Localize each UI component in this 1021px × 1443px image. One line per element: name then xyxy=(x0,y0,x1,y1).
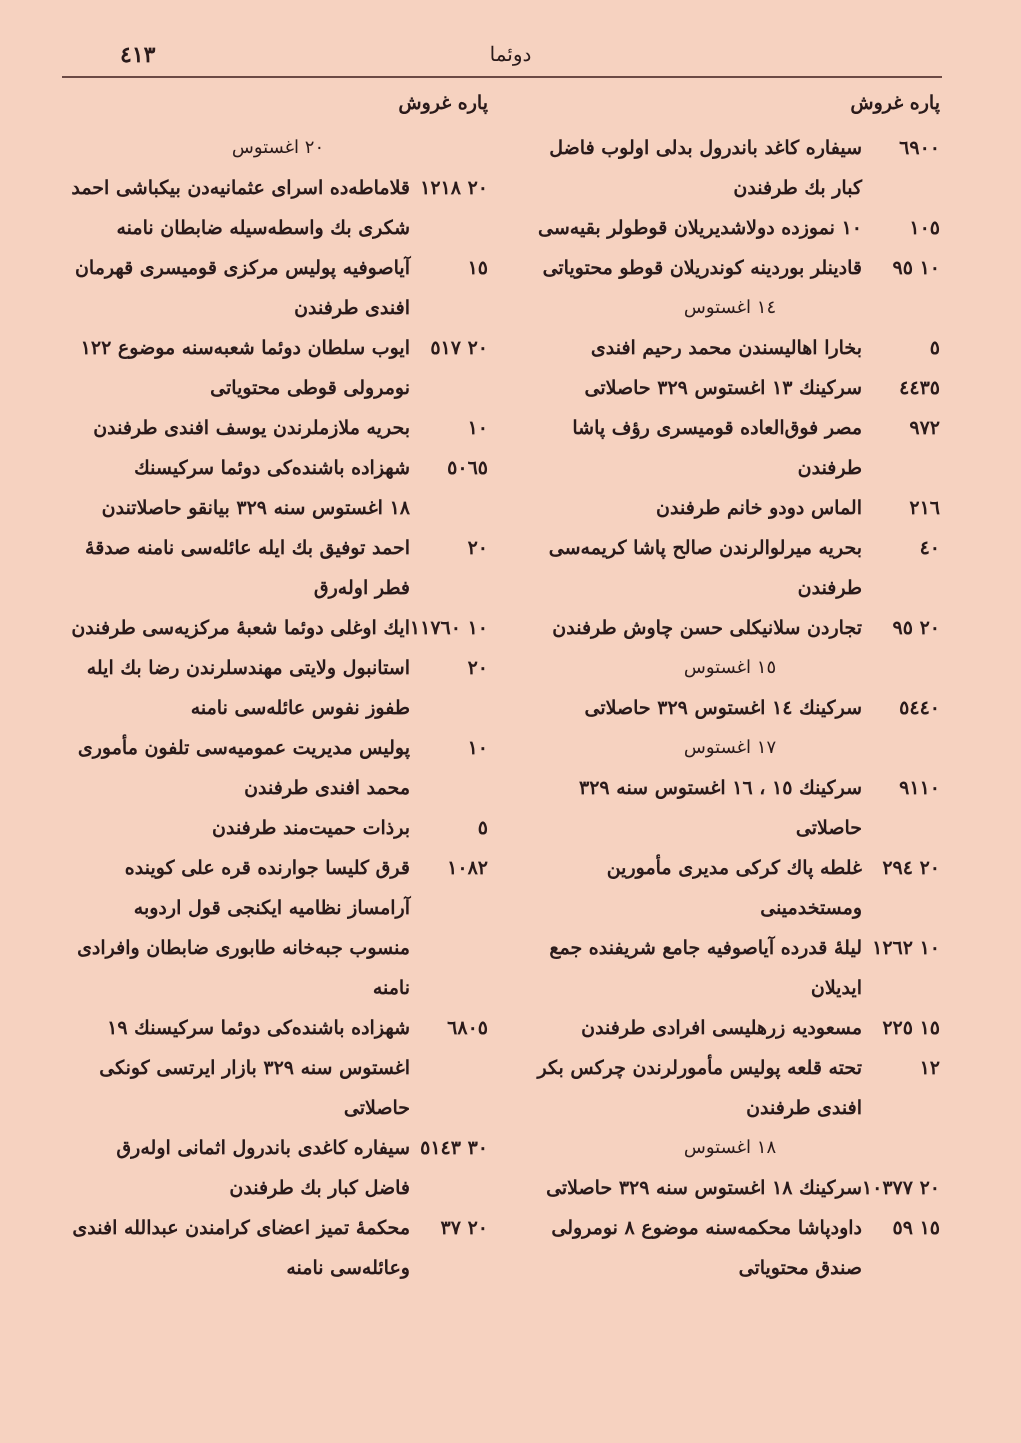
ledger-entry xyxy=(520,328,940,368)
entry-amount: ١٠ xyxy=(467,737,488,759)
date-heading: ١٨ اغستوس xyxy=(683,1137,777,1158)
entry-amount: ٥٤٤٠ xyxy=(899,697,940,719)
ledger-entry xyxy=(520,528,940,608)
ledger-entry xyxy=(520,488,940,528)
entry-amount: ١٠ xyxy=(467,417,488,439)
date-heading: ٢٠ اغستوس xyxy=(231,137,325,158)
entry-description: بحریه ملازملرندن یوسف افندی طرفندن xyxy=(93,417,410,439)
entry-amount: ١٠ ١٢٦٢ xyxy=(872,937,940,959)
ledger-entry xyxy=(68,248,488,328)
right-column xyxy=(520,92,940,1288)
entry-description: ایوب سلطان دوئما شعبه‌سنه موضوع ١٢٢ نومرولی قوطی محتویاتی xyxy=(80,337,410,399)
entry-amount: ٢٠ ١٠٣٧٧ xyxy=(861,1177,940,1199)
ledger-entry xyxy=(68,728,488,808)
ledger-entry xyxy=(520,848,940,928)
entry-amount: ٢٠ xyxy=(467,537,488,559)
entry-amount: ١٥ xyxy=(467,257,488,279)
entry-description: الماس دودو خانم طرفندن xyxy=(656,497,862,519)
column-heading: پاره غروش xyxy=(398,92,488,114)
ledger-entry xyxy=(68,408,488,448)
entry-description: سیفاره کاغد باندرول بدلی اولوب فاضل کبار بك طرفندن xyxy=(549,137,862,199)
entry-amount: ٩١١٠ xyxy=(899,777,940,799)
entry-amount: ٢٠ ١٢١٨ xyxy=(420,177,488,199)
entry-description: داودپاشا محکمه‌سنه موضوع ٨ نومرولی صندق محتویاتی xyxy=(551,1217,862,1279)
entry-description: محکمهٔ تمیز اعضای کرامندن عبدالله افندی وعائله‌سی نامنه xyxy=(72,1217,410,1279)
ledger-entry xyxy=(68,488,488,528)
entry-description: سرکینك ١٨ اغستوس سنه ٣٢٩ حاصلاتی xyxy=(546,1177,862,1199)
ledger-entry xyxy=(520,1208,940,1288)
ledger-entry xyxy=(520,608,940,648)
ledger-entry xyxy=(68,808,488,848)
entry-amount: ١٠٨٢ xyxy=(447,857,488,879)
ledger-entry xyxy=(68,328,488,408)
entry-amount: ١٥ ٢٢٥ xyxy=(882,1017,940,1039)
entry-amount: ٢٠ ٥١٧ xyxy=(430,337,488,359)
entry-amount: ٤٠ xyxy=(919,537,940,559)
ledger-entry xyxy=(520,768,940,848)
ledger-entry xyxy=(68,1128,488,1208)
entry-description: شهزاده باشنده‌کی دوئما سرکیسنك ١٩ اغستوس سنه ٣٢٩ بازار ایرتسی کونکی حاصلاتی xyxy=(99,1017,410,1119)
entry-amount: ٤٤٣٥ xyxy=(899,377,940,399)
entry-description: بحریه میرلوالرندن صالح پاشا کریمه‌سی طرفندن xyxy=(548,537,862,599)
entry-description: سرکینك ١٥ ، ١٦ اغستوس سنه ٣٢٩ حاصلاتی xyxy=(579,777,862,839)
ledger-entry xyxy=(68,528,488,608)
ledger-entry xyxy=(68,608,488,648)
entry-amount: ٣٠ ٥١٤٣ xyxy=(420,1137,488,1159)
entry-description: سیفاره کاغدی باندرول اثمانی اوله‌رق فاضل کبار بك طرفندن xyxy=(116,1137,410,1199)
entry-description: غلطه پاك كركی مدیری مأمورین ومستخدمینی xyxy=(606,857,862,919)
entry-description: استانبول ولایتی مهندسلرندن رضا بك ایله طفوز نفوس عائله‌سی نامنه xyxy=(86,657,410,719)
ledger-entry xyxy=(520,1008,940,1048)
ledger-entry xyxy=(68,448,488,488)
ledger-entry xyxy=(520,688,940,728)
entry-description: بخارا اهالیسندن محمد رحیم افندی xyxy=(590,337,862,359)
page-number: ٤١٣ xyxy=(120,42,156,68)
entry-description: ١٠ نموزده دولاشدیریلان قوطولر بقیه‌سی xyxy=(538,217,862,239)
entry-description: سرکینك ١٣ اغستوس ٣٢٩ حاصلاتی xyxy=(584,377,862,399)
entry-description: مصر فوق‌العاده قومیسری رؤف پاشا طرفندن xyxy=(572,417,862,479)
entry-amount: ٢٠ ٣٧ xyxy=(440,1217,488,1239)
entry-description: مسعودیه زرهلیسی افرادی طرفندن xyxy=(581,1017,862,1039)
entry-amount: ١٥ ٥٩ xyxy=(892,1217,940,1239)
entry-description: تحته قلعه پولیس مأمورلرندن چرکس بکر افندی طرفندن xyxy=(537,1057,862,1119)
ledger-entry xyxy=(520,928,940,1008)
header-rule xyxy=(62,76,942,78)
date-heading: ١٤ اغستوس xyxy=(683,297,777,318)
entry-amount: ٥ xyxy=(477,817,488,839)
entry-amount: ٢٠ xyxy=(467,657,488,679)
entry-amount: ٩٧٢ xyxy=(909,417,940,439)
entry-description: ایك اوغلی دوئما شعبهٔ مرکزیه‌سی طرفندن xyxy=(71,617,410,639)
entry-description: سرکینك ١٤ اغستوس ٣٢٩ حاصلاتی xyxy=(584,697,862,719)
date-heading: ١٥ اغستوس xyxy=(683,657,777,678)
ledger-entry xyxy=(520,1048,940,1128)
entry-amount: ١٠ ٩٥ xyxy=(892,257,940,279)
entry-amount: ٢٠ ٢٩٤ xyxy=(882,857,940,879)
entry-amount xyxy=(410,488,488,528)
ledger-entry xyxy=(68,848,488,1008)
entry-amount: ٦٨٠٥ xyxy=(447,1017,488,1039)
entry-amount: ٢١٦ xyxy=(909,497,940,519)
entry-description: قادینلر بوردینه کوندریلان قوطو محتویاتی xyxy=(542,257,862,279)
ledger-entry xyxy=(520,128,940,208)
entry-description: پولیس مدیریت عمومیه‌سی تلفون مأموری محمد افندی طرفندن xyxy=(77,737,410,799)
ledger-entry xyxy=(520,1168,940,1208)
entry-description: لیلهٔ قدرده آیاصوفیه جامع شریفنده جمع ایدیلان xyxy=(549,937,862,999)
ledger-entry xyxy=(68,648,488,728)
ledger-entry xyxy=(520,408,940,488)
entry-description: قرق کلیسا جوارنده قره علی کوینده آرامساز نظامیه ایکنجی قول اردوبه منسوب جبه‌خانه طابوری ضابطان وافرادی نامنه xyxy=(77,857,410,999)
entry-amount: ٦٩٠٠ xyxy=(899,137,940,159)
entry-description: احمد توفیق بك ایله عائله‌سی نامنه صدقهٔ فطر اوله‌رق xyxy=(85,537,410,599)
entry-amount: ١٠٥ xyxy=(909,217,940,239)
ledger-entry xyxy=(68,1008,488,1128)
entry-description: ١٨ اغستوس سنه ٣٢٩ بیانقو حاصلاتندن xyxy=(101,497,410,519)
running-title: دوئما xyxy=(489,42,532,66)
entry-amount: ٥ xyxy=(929,337,940,359)
entry-description: برذات حمیت‌مند طرفندن xyxy=(212,817,410,839)
entry-amount: ٢٠ ٩٥ xyxy=(892,617,940,639)
entry-description: تجاردن سلانیکلی حسن چاوش طرفندن xyxy=(552,617,862,639)
entry-description: شهزاده باشنده‌کی دوئما سرکیسنك xyxy=(134,457,410,479)
entry-amount: ١٠ ١١٧٦٠ xyxy=(409,617,488,639)
ledger-entry xyxy=(68,1208,488,1288)
ledger-entry xyxy=(520,208,940,248)
entry-amount: ٥٠٦٥ xyxy=(447,457,488,479)
entry-amount: ١٢ xyxy=(919,1057,940,1079)
date-heading: ١٧ اغستوس xyxy=(683,737,777,758)
ledger-entry xyxy=(520,368,940,408)
ledger-entry xyxy=(68,168,488,248)
entry-description: آیاصوفیه پولیس مرکزی قومیسری قهرمان افندی طرفندن xyxy=(74,257,410,319)
entry-description: قلاماطه‌ده اسرای عثمانیه‌دن بیکباشی احمد شکری بك واسطه‌سیله ضابطان نامنه xyxy=(71,177,410,239)
column-heading: پاره غروش xyxy=(850,92,940,114)
ledger-entry xyxy=(520,248,940,288)
left-column xyxy=(68,92,488,1288)
